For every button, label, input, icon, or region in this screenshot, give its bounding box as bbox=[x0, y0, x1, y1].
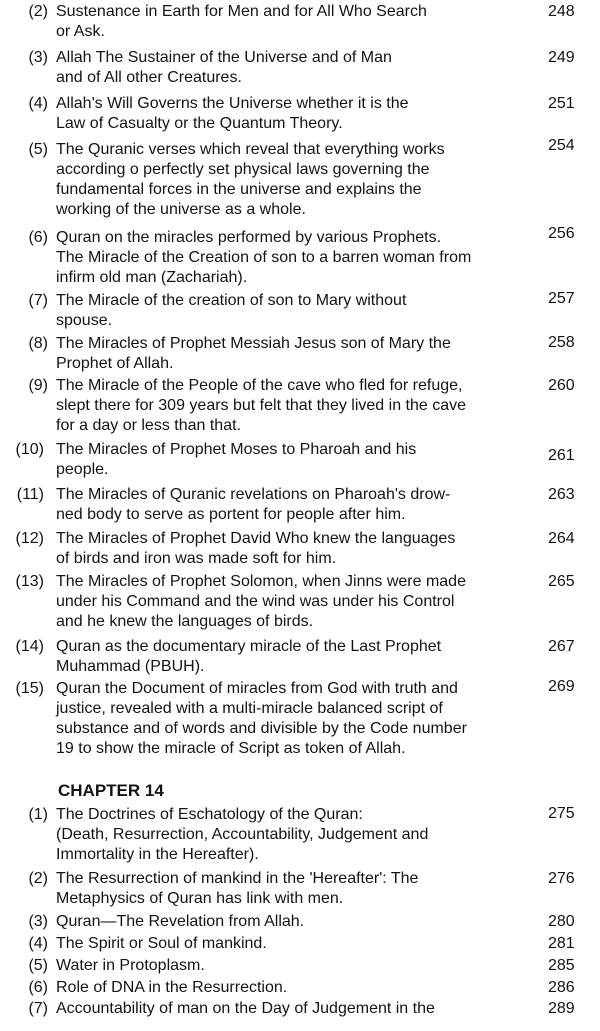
entry-number: (1) bbox=[28, 806, 48, 823]
entry-title-line: The Miracle of the People of the cave who fled for refuge, bbox=[56, 377, 463, 394]
entry-title-line: The Quranic verses which reveal that everything works bbox=[56, 141, 445, 158]
entry-title-line: The Miracles of Prophet Solomon, when Jinns were made bbox=[56, 573, 466, 590]
entry-title-line: Metaphysics of Quran has link with men. bbox=[56, 890, 344, 907]
entry-number: (11) bbox=[16, 486, 44, 503]
entry-title bbox=[56, 291, 526, 331]
entry-page-number: 260 bbox=[548, 377, 575, 394]
entry-number: (4) bbox=[28, 95, 48, 112]
entry-title-line: The Miracles of Prophet Moses to Pharoah and his bbox=[56, 441, 417, 458]
entry-title-line: Allah's Will Governs the Universe whether it is the bbox=[56, 95, 409, 112]
entry-number: (7) bbox=[28, 1000, 48, 1017]
entry-number: (15) bbox=[15, 680, 44, 697]
entry-page-number: 256 bbox=[548, 225, 575, 242]
entry-number: (10) bbox=[15, 441, 44, 458]
entry-title-line: Quran—The Revelation from Allah. bbox=[56, 913, 305, 930]
entry-title bbox=[56, 529, 526, 569]
entry-title-line: and he knew the languages of birds. bbox=[56, 613, 314, 630]
entry-number: (3) bbox=[28, 49, 48, 66]
entry-title bbox=[56, 637, 526, 677]
entry-page-number: 286 bbox=[548, 979, 575, 996]
entry-title-line: (Death, Resurrection, Accountability, Judgement and bbox=[56, 826, 429, 843]
entry-title bbox=[56, 485, 526, 525]
entry-title bbox=[56, 2, 526, 42]
entry-title-line: Accountability of man on the Day of Judgement in the bbox=[56, 1000, 435, 1017]
entry-title-line: fundamental forces in the universe and explains the bbox=[56, 181, 422, 198]
entry-title-line: The Miracles of Prophet David Who knew the languages bbox=[56, 530, 456, 547]
entry-title-line: Water in Protoplasm. bbox=[56, 957, 205, 974]
entry-title-line: under his Command and the wind was under his Control bbox=[56, 593, 455, 610]
entry-title-line: 19 to show the miracle of Script as token of Allah. bbox=[56, 740, 406, 757]
entry-page-number: 249 bbox=[548, 49, 575, 66]
entry-page-number: 257 bbox=[548, 290, 575, 307]
entry-title bbox=[56, 572, 526, 632]
entry-title bbox=[56, 999, 526, 1019]
entry-title-line: The Miracle of the Creation of son to a barren woman from bbox=[56, 249, 472, 266]
entry-page-number: 276 bbox=[548, 870, 575, 887]
entry-number: (2) bbox=[28, 870, 48, 887]
entry-page-number: 254 bbox=[548, 137, 575, 154]
entry-page-number: 289 bbox=[548, 1000, 575, 1017]
entry-title bbox=[56, 440, 526, 480]
entry-page-number: 269 bbox=[548, 678, 575, 695]
entry-page-number: 281 bbox=[548, 935, 575, 952]
entry-page-number: 263 bbox=[548, 486, 575, 503]
entry-title-line: Prophet of Allah. bbox=[56, 355, 174, 372]
entry-title bbox=[56, 228, 526, 288]
entry-title bbox=[56, 978, 526, 998]
entry-title-line: working of the universe as a whole. bbox=[56, 201, 306, 218]
entry-title-line: Law of Casualty or the Quantum Theory. bbox=[56, 115, 343, 132]
entry-page-number: 275 bbox=[548, 805, 575, 822]
entry-title-line: and of All other Creatures. bbox=[56, 69, 242, 86]
entry-number: (6) bbox=[28, 229, 48, 246]
entry-number: (5) bbox=[28, 141, 48, 158]
entry-title-line: Immortality in the Hereafter). bbox=[56, 846, 259, 863]
entry-title bbox=[56, 869, 526, 909]
entry-title-line: or Ask. bbox=[56, 23, 105, 40]
entry-title-line: The Miracles of Prophet Messiah Jesus son of Mary the bbox=[56, 335, 451, 352]
entry-page-number: 265 bbox=[548, 573, 575, 590]
entry-page-number: 248 bbox=[548, 3, 575, 20]
entry-page-number: 285 bbox=[548, 957, 575, 974]
entry-page-number: 280 bbox=[548, 913, 575, 930]
entry-title bbox=[56, 679, 526, 759]
entry-page-number: 261 bbox=[548, 447, 575, 464]
entry-title-line: Quran the Document of miracles from God with truth and bbox=[56, 680, 458, 697]
entry-number: (12) bbox=[15, 530, 44, 547]
entry-title-line: The Miracles of Quranic revelations on Pharoah's drow- bbox=[56, 486, 451, 503]
entry-number: (9) bbox=[28, 377, 48, 394]
entry-title-line: Muhammad (PBUH). bbox=[56, 658, 205, 675]
entry-page-number: 267 bbox=[548, 638, 575, 655]
entry-page-number: 258 bbox=[548, 334, 575, 351]
entry-number: (8) bbox=[28, 335, 48, 352]
entry-number: (14) bbox=[15, 638, 44, 655]
entry-number: (13) bbox=[15, 573, 44, 590]
entry-title bbox=[56, 48, 526, 88]
entry-number: (4) bbox=[28, 935, 48, 952]
entry-number: (3) bbox=[28, 913, 48, 930]
entry-title-line: of birds and iron was made soft for him. bbox=[56, 550, 337, 567]
chapter-heading: CHAPTER 14 bbox=[58, 781, 164, 800]
entry-title-line: Quran as the documentary miracle of the Last Prophet bbox=[56, 638, 442, 655]
entry-title-line: The Miracle of the creation of son to Mary without bbox=[56, 292, 407, 309]
entry-title bbox=[56, 805, 526, 865]
entry-page-number: 264 bbox=[548, 530, 575, 547]
entry-title-line: for a day or less than that. bbox=[56, 417, 241, 434]
entry-page-number: 251 bbox=[548, 95, 575, 112]
entry-title-line: The Spirit or Soul of mankind. bbox=[56, 935, 267, 952]
entry-title bbox=[56, 94, 526, 134]
entry-title-line: infirm old man (Zachariah). bbox=[56, 269, 248, 286]
entry-number: (5) bbox=[28, 957, 48, 974]
entry-title bbox=[56, 934, 526, 954]
entry-title-line: Allah The Sustainer of the Universe and of Man bbox=[56, 49, 392, 66]
entry-title-line: slept there for 309 years but felt that they lived in the cave bbox=[56, 397, 467, 414]
entry-title bbox=[56, 376, 526, 436]
entry-title-line: Quran on the miracles performed by various Prophets. bbox=[56, 229, 442, 246]
entry-title bbox=[56, 956, 526, 976]
entry-title bbox=[56, 912, 526, 932]
entry-title bbox=[56, 140, 526, 220]
entry-title-line: justice, revealed with a multi-miracle balanced script of bbox=[56, 700, 443, 717]
entry-title-line: The Resurrection of mankind in the 'Hereafter': The bbox=[56, 870, 419, 887]
entry-number: (6) bbox=[28, 979, 48, 996]
entry-title-line: ned body to serve as portent for people after him. bbox=[56, 506, 406, 523]
entry-title-line: Sustenance in Earth for Men and for All Who Search bbox=[56, 3, 427, 20]
entry-title-line: The Doctrines of Eschatology of the Quran: bbox=[56, 806, 363, 823]
entry-number: (7) bbox=[28, 292, 48, 309]
entry-title-line: substance and of words and divisible by the Code number bbox=[56, 720, 467, 737]
entry-title-line: spouse. bbox=[56, 312, 113, 329]
entry-title-line: according o perfectly set physical laws governing the bbox=[56, 161, 430, 178]
entry-title-line: people. bbox=[56, 461, 109, 478]
entry-number: (2) bbox=[28, 3, 48, 20]
entry-title-line: Role of DNA in the Resurrection. bbox=[56, 979, 288, 996]
entry-title bbox=[56, 334, 526, 374]
